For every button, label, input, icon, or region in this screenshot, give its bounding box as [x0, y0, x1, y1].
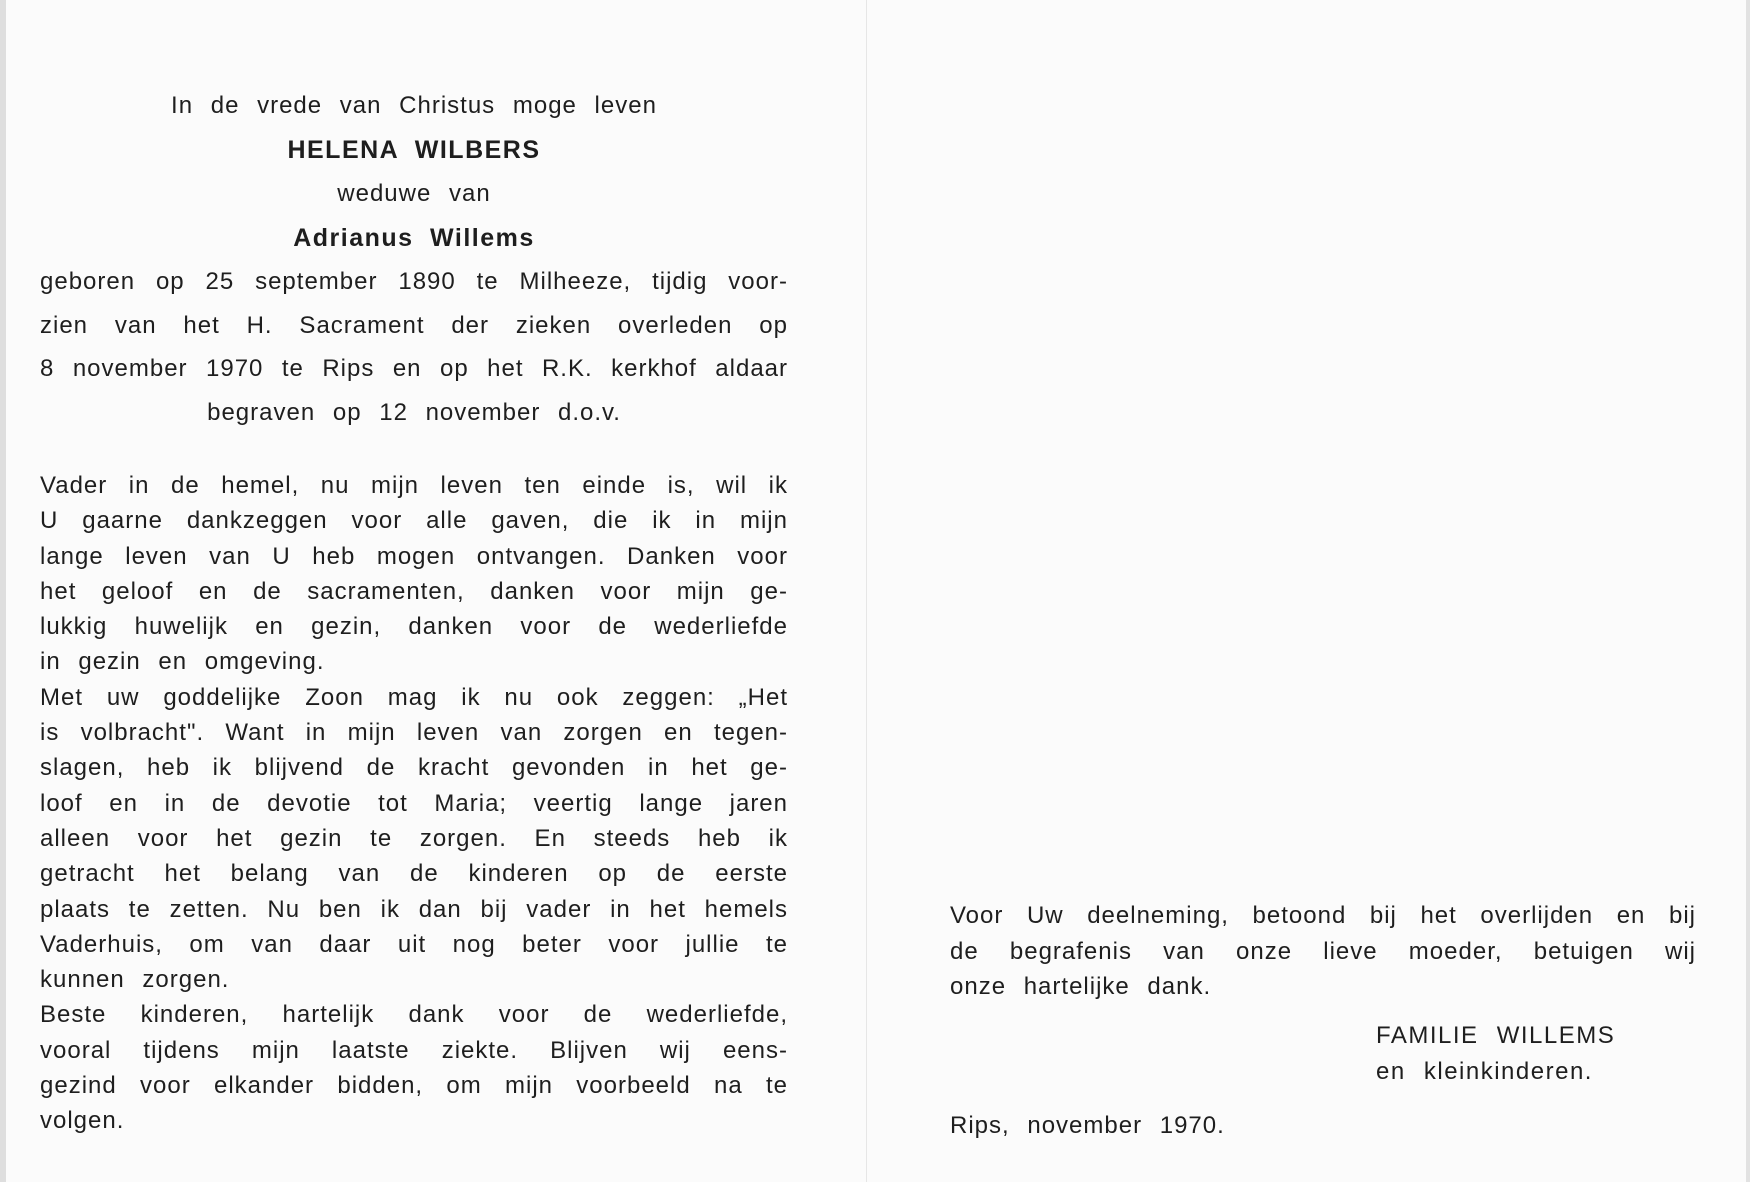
prayer-line: vooral tijdens mijn laatste ziekte. Blijven wij eens-: [40, 1036, 788, 1064]
prayer-line: gezind voor elkander bidden, om mijn voorbeeld na te: [40, 1072, 788, 1100]
prayer-line: in gezin en omgeving.: [40, 648, 325, 676]
thanks-line: de begrafenis van onze lieve moeder, betuigen wij: [950, 937, 1696, 965]
thanks-line: Voor Uw deelneming, betoond bij het overlijden en bij: [950, 902, 1696, 929]
card-edge-left: [0, 0, 6, 1182]
biography-line: geboren op 25 september 1890 te Milheeze, tijdig voor-: [40, 268, 788, 295]
grandchildren-text: en kleinkinderen.: [1376, 1058, 1593, 1085]
card-fold-line: [866, 0, 867, 1182]
prayer-line: Met uw goddelijke Zoon mag ik nu ook zeggen: „Het: [40, 683, 788, 711]
prayer-line: plaats te zetten. Nu ben ik dan bij vader in het hemels: [40, 895, 788, 923]
thanks-line: onze hartelijke dank.: [950, 973, 1212, 1000]
prayer-line: alleen voor het gezin te zorgen. En steeds heb ik: [40, 824, 788, 852]
biography-line: 8 november 1970 te Rips en op het R.K. kerkhof aldaar: [40, 355, 788, 382]
thanks-text: [950, 898, 1696, 1005]
family-name: FAMILIE WILLEMS: [1376, 1022, 1616, 1049]
prayer-line: Vaderhuis, om van daar uit nog beter voor jullie te: [40, 930, 788, 958]
prayer-line: kunnen zorgen.: [40, 966, 230, 994]
biography-last-line: begraven op 12 november d.o.v.: [207, 398, 621, 426]
prayer-line: Beste kinderen, hartelijk dank voor de wederliefde,: [40, 1001, 788, 1029]
prayer-line: slagen, heb ik blijvend de kracht gevonden in het ge-: [40, 754, 788, 782]
prayer-line: is volbracht". Want in mijn leven van zorgen en tegen-: [40, 719, 788, 747]
biography-block: [40, 260, 788, 434]
prayer-line: loof en in de devotie tot Maria; veertig lange jaren: [40, 789, 788, 817]
deceased-name: HELENA WILBERS: [287, 136, 541, 164]
prayer-line: lukkig huwelijk en gezin, danken voor de wederliefde: [40, 613, 788, 641]
prayer-line: lange leven van U heb mogen ontvangen. Danken voor: [40, 542, 788, 570]
prayer-line: getracht het belang van de kinderen op de eerste: [40, 860, 788, 888]
family-signature: [1376, 1018, 1716, 1090]
prayer-line: het geloof en de sacramenten, danken voor mijn ge-: [40, 577, 788, 605]
prayer-line: volgen.: [40, 1107, 125, 1135]
left-panel: [40, 84, 788, 1139]
relation-text: weduwe van: [337, 180, 491, 207]
place-date: Rips, november 1970.: [950, 1112, 1225, 1139]
prayer-text: [40, 468, 788, 1139]
biography-line: zien van het H. Sacrament der zieken overleden op: [40, 311, 788, 339]
card-edge-right: [1746, 0, 1750, 1182]
prayer-line: U gaarne dankzeggen voor alle gaven, die ik in mijn: [40, 507, 788, 535]
spouse-name: Adrianus Willems: [293, 224, 535, 252]
prayer-line: Vader in de hemel, nu mijn leven ten einde is, wil ik: [40, 472, 788, 499]
intro-text: In de vrede van Christus moge leven: [171, 92, 657, 119]
